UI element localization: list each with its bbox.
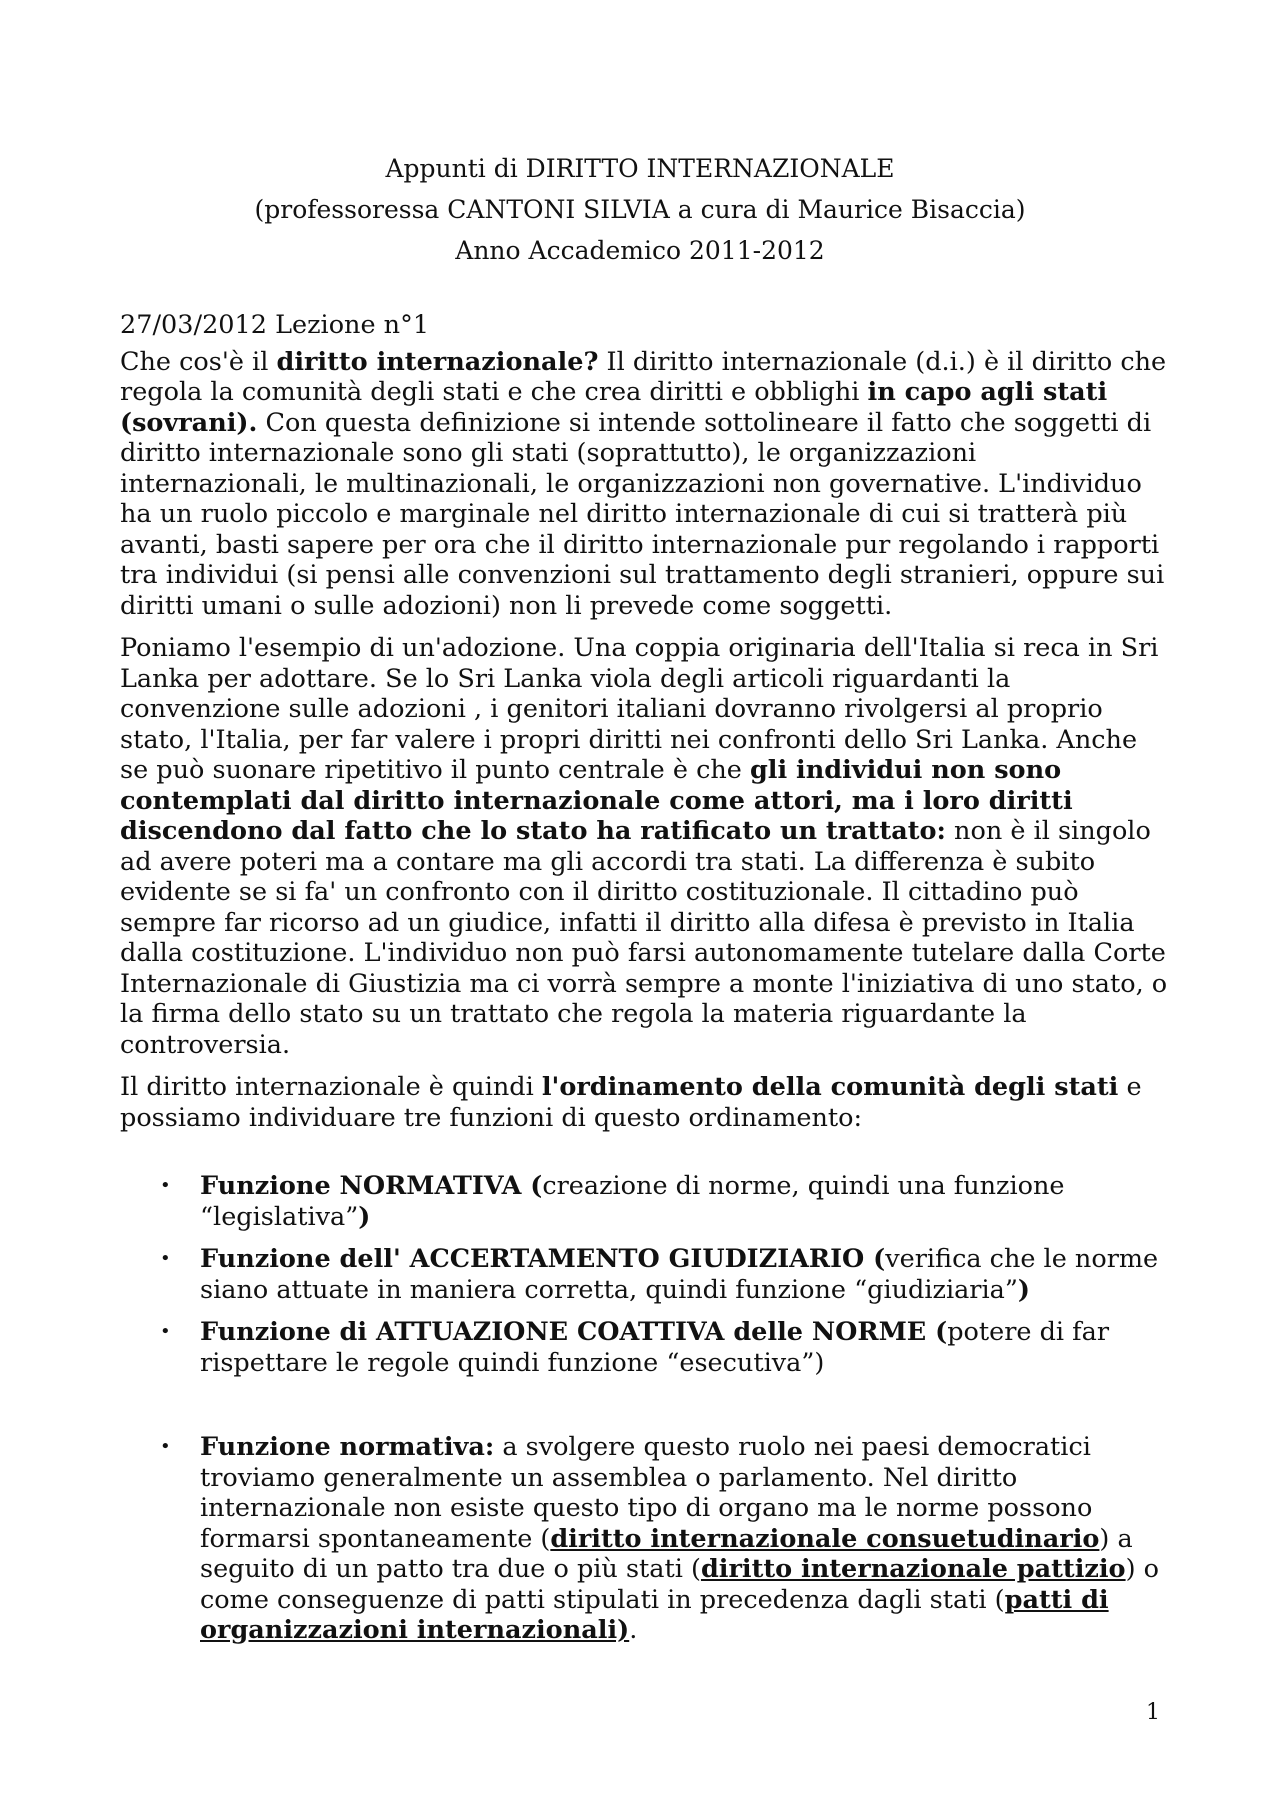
normative-function-list — [120, 1432, 1170, 1646]
bold-run: gli individui non sono contemplati dal diritto internazionale come attori, ma i loro diritti discendono dal fatto che lo stato ha ratificato un trattato: — [120, 755, 1073, 846]
text-run: a svolgere questo ruolo nei paesi democratici troviamo generalmente un assemblea o parlamento. Nel diritto internazionale non esiste questo tipo di organo ma le norme possono formarsi spontaneamente ( — [200, 1432, 1093, 1554]
bold-run: Funzione di ATTUAZIONE COATTIVA delle NORME ( — [200, 1317, 948, 1347]
list-item — [120, 1432, 1170, 1646]
text-run: Il diritto internazionale (d.i.) è il diritto che regola la comunità degli stati e che crea diritti e obblighi — [120, 346, 1167, 407]
lesson-date: 27/03/2012 Lezione n°1 — [120, 310, 430, 340]
text-run: Con questa definizione si intende sottolineare il fatto che soggetti di diritto internazionale sono gli stati (soprattutto), le organizzazioni internazionali, le multinazionali, le organizzazioni non governative. L'individuo ha un ruolo piccolo e marginale nel diritto internazionale di cui si tratterà più avanti, basti sapere per ora che il diritto internazionale pur regolando i rapporti tra individui (si pensi alle convenzioni sul trattamento degli stranieri, oppure sui diritti umani o sulle adozioni) non li prevede come soggetti. — [120, 407, 1165, 621]
paragraph-definition — [120, 347, 1170, 622]
list-item — [120, 1171, 1170, 1232]
page-number: 1 — [1146, 1700, 1160, 1725]
text-run: creazione di norme, quindi una funzione “legislativa” — [200, 1171, 1065, 1232]
underlined-term: diritto internazionale consuetudinario — [550, 1523, 1100, 1554]
text-run: potere di far rispettare le regole quindi funzione “esecutiva”) — [200, 1317, 1110, 1378]
functions-list — [120, 1171, 1170, 1378]
bold-run: ) — [358, 1201, 371, 1232]
text-run: non è il singolo ad avere poteri ma a contare ma gli accordi tra stati. La differenza è subito evidente se si fa' un confronto con il diritto costituzionale. Il cittadino può sempre far ricorso ad un giudice, infatti il diritto alla difesa è previsto in Italia dalla costituzione. L'individuo non può farsi autonomamente tutelare dalla Corte Internazionale di Giustizia ma ci vorrà sempre a monte l'iniziativa di uno stato, o la firma dello stato su un trattato che regola la materia riguardante la controversia. — [120, 816, 1168, 1060]
underlined-term: patti di organizzazioni internazionali) — [200, 1584, 1109, 1645]
document-header — [0, 148, 1280, 271]
text-run: e possiamo individuare tre funzioni di questo ordinamento: — [120, 1072, 1142, 1133]
bold-run: ) — [1017, 1274, 1030, 1305]
text-run: Che cos'è il — [120, 346, 277, 377]
header-professor: (professoressa CANTONI SILVIA a cura di Maurice Bisaccia) — [254, 195, 1026, 224]
text-run: ) o come conseguenze di patti stipulati in precedenza dagli stati ( — [200, 1554, 1159, 1615]
paragraph-adoption-example — [120, 633, 1170, 1060]
list-item — [120, 1317, 1170, 1378]
bold-run: in capo agli stati (sovrani). — [120, 377, 1108, 438]
document-body — [120, 310, 1170, 1658]
header-title: Appunti di DIRITTO INTERNAZIONALE — [385, 154, 895, 183]
underlined-term: diritto internazionale pattizio — [700, 1554, 1126, 1584]
list-item — [120, 1244, 1170, 1305]
bold-run: Funzione normativa: — [200, 1432, 495, 1462]
text-run: verifica che le norme siano attuate in maniera corretta, quindi funzione “giudiziaria” — [200, 1244, 1159, 1305]
bold-run: diritto internazionale? — [276, 346, 599, 377]
text-run: Il diritto internazionale è quindi — [120, 1072, 542, 1102]
text-run: Poniamo l'esempio di un'adozione. Una coppia originaria dell'Italia si reca in Sri Lanka per adottare. Se lo Sri Lanka viola degli articoli riguardanti la convenzione sulle adozioni , i genitori italiani dovranno rivolgersi al proprio stato, l'Italia, per far valere i propri diritti nei confronti dello Sri Lanka. Anche se può suonare ripetitivo il punto centrale è che — [120, 633, 1159, 785]
bold-run: Funzione dell' ACCERTAMENTO GIUDIZIARIO ( — [200, 1244, 886, 1274]
text-run: . — [629, 1615, 638, 1645]
paragraph-ordinamento — [120, 1072, 1170, 1133]
bold-run: l'ordinamento della comunità degli stati — [541, 1072, 1119, 1102]
text-run: ) a seguito di un patto tra due o più stati ( — [200, 1523, 1133, 1584]
bold-run: Funzione NORMATIVA ( — [200, 1171, 543, 1201]
header-academic-year: Anno Accademico 2011-2012 — [455, 236, 825, 265]
